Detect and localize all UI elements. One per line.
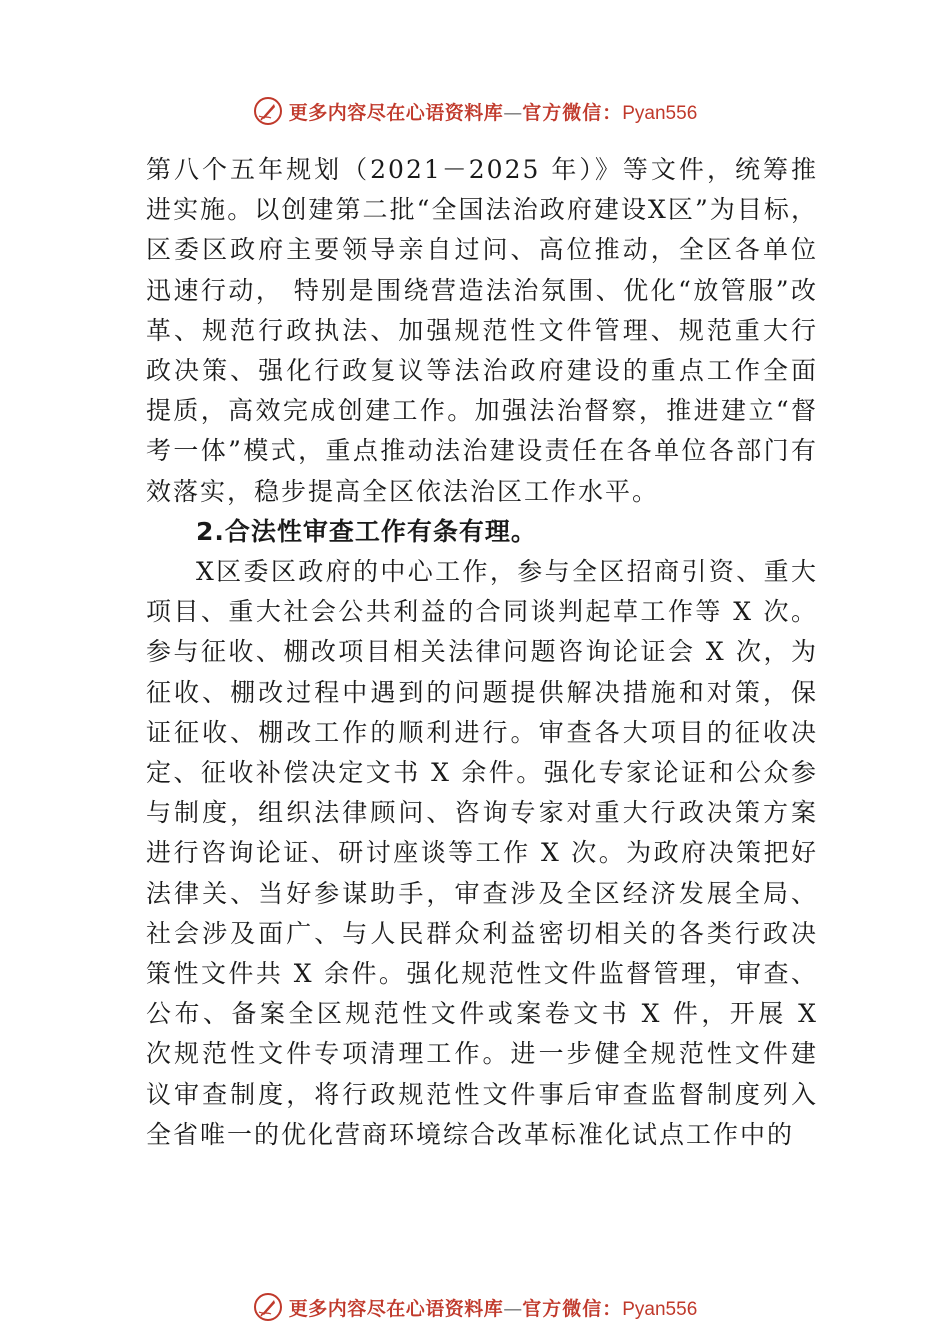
watermark-text — [289, 1294, 698, 1321]
document-body — [146, 150, 818, 1155]
watermark-contact-id: Pyan556 — [622, 1298, 698, 1320]
watermark-brand: 更多内容尽在心语资料库 — [288, 1297, 504, 1320]
quill-circle-icon — [253, 1292, 283, 1322]
watermark-contact-id: Pyan556 — [622, 102, 698, 124]
watermark-text — [289, 98, 698, 125]
paragraph-2: Ⅹ区委区政府的中心工作，参与全区招商引资、重大项目、重大社会公共利益的合同谈判起草工作等 X 次。参与征收、棚改项目相关法律问题咨询论证会 X 次，为征收、棚改过程中遇到的问题提供解决措施和对策，保证征收、棚改工作的顺利进行。审查各大项目的征收决定、征收补偿决定文书 X 余件。强化专家论证和公众参与制度，组织法律顾问、咨询专家对重大行政决策方案进行咨询论证、研讨座谈等工作 X 次。为政府决策把好法律关、当好参谋助手，审查涉及全区经济发展全局、社会涉及面广、与人民群众利益密切相关的各类行政决策性文件共 X 余件。强化规范性文件监督管理，审查、公布、备案全区规范性文件或案卷文书 X 件，开展 X 次规范性文件专项清理工作。进一步健全规范性文件建议审查制度，将行政规范性文件事后审查监督制度列入全省唯一的优化营商环境综合改革标准化试点工作中的 — [146, 557, 818, 1149]
section-heading-2: 2.合法性审查工作有条有理。 — [196, 516, 537, 546]
watermark-contact-label: 官方微信： — [522, 1297, 623, 1320]
watermark-separator: — — [503, 1297, 523, 1320]
quill-circle-icon — [253, 96, 283, 126]
watermark-brand: 更多内容尽在心语资料库 — [288, 101, 504, 124]
paragraph-1: 第八个五年规划（2021－2025 年）》等文件，统筹推进实施。以创建第二批“全国法治政府建设Ⅹ区”为目标，区委区政府主要领导亲自过问、高位推动，全区各单位迅速行动， 特别是围绕营造法治氛围、优化“放管服”改革、规范行政执法、加强规范性文件管理、规范重大行政决策、强化行政复议等法治政府建设的重点工作全面提质，高效完成创建工作。加强法治督察，推进建立“督考一体”模式，重点推动法治建设责任在各单位各部门有效落实，稳步提高全区依法治区工作水平。 — [146, 155, 818, 506]
watermark-contact-label: 官方微信： — [522, 101, 623, 124]
header-watermark — [0, 96, 950, 126]
footer-watermark — [0, 1292, 950, 1322]
watermark-separator: — — [503, 101, 523, 124]
